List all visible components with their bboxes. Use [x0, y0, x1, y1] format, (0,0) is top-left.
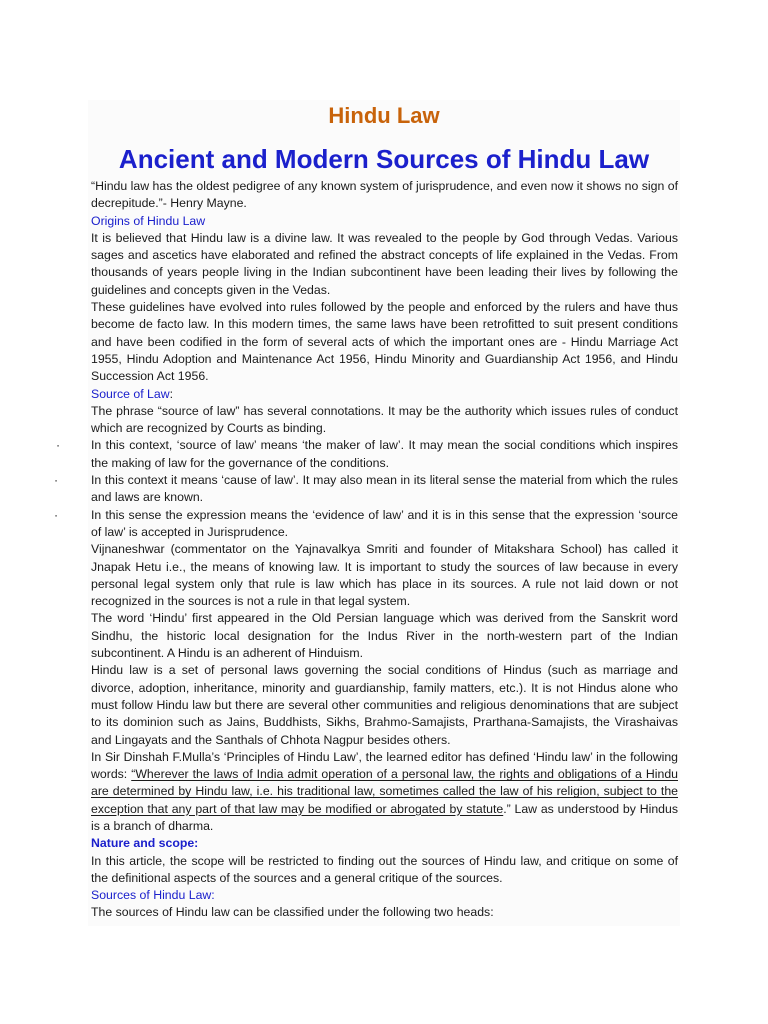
paragraph-mulla: [91, 749, 678, 835]
mulla-intro: In Sir Dinshah F.Mulla’s ‘Principles of Hindu Law’, the learned editor has defined ‘Hindu law’ in the following words:: [91, 749, 678, 782]
paragraph-word-hindu: The word ‘Hindu’ first appeared in the Old Persian language which was derived from the Sanskrit word Sindhu, the historic local designation for the Indus River in the north-western part of the Indian subcontinent. A Hindu is an adherent of Hinduism.: [91, 611, 678, 661]
document-title: Hindu Law: [328, 103, 440, 128]
bullet-item-1: [56, 437, 678, 472]
document-subtitle: Ancient and Modern Sources of Hindu Law: [118, 144, 650, 174]
bullet-dot: ·: [56, 438, 61, 453]
heading-origins: Origins of Hindu Law: [91, 213, 206, 228]
bullet-dot: ·: [54, 473, 59, 488]
heading-nature-scope: Nature and scope:: [91, 836, 199, 851]
paragraph-vijnaneshwar: Vijnaneshwar (commentator on the Yajnavalkya Smriti and founder of Mitakshara School) has called it Jnapak Hetu i.e., the means of knowing law. It is important to study the sources of law because in every personal legal system only that rule is law which has place in its sources. A rule not laid down or not recognized in the sources is not a rule in that legal system.: [91, 542, 678, 609]
heading-source-colon: :: [169, 386, 174, 401]
paragraph-origins-1: It is believed that Hindu law is a divine law. It was revealed to the people by God through Vedas. Various sages and ascetics have elaborated and refined the abstract concepts of life explained in the Vedas. From thousands of years people living in the Indian subcontinent have been leading their lives by following the guidelines and concepts given in the Vedas.: [91, 230, 678, 297]
heading-sources-of-hindu-law: Sources of Hindu Law:: [91, 888, 215, 903]
bullet-item-2: [54, 472, 678, 507]
paragraph-sources: The sources of Hindu law can be classified under the following two heads:: [91, 905, 494, 920]
document-body: [54, 178, 678, 922]
bullet-text-3: In this sense the expression means the ‘evidence of law’ and it is in this sense that the expression ‘source of law’ is accepted in Jurisprudence.: [91, 507, 678, 539]
bullet-text-2: In this context it means ‘cause of law’. It may also mean in its literal sense the material from which the rules and laws are known.: [91, 473, 678, 505]
paragraph-personal-laws: Hindu law is a set of personal laws governing the social conditions of Hindus (such as marriage and divorce, adoption, inheritance, minority and guardianship, family matters, etc.). It is not Hindus alone who must follow Hindu law but there are several other communities and religious denominations that are subject to its dominion such as Jains, Buddhists, Sikhs, Brahmo-Samajists, Prarthana-Samajists, the Virashaivas and Lingayats and the Santhals of Chhota Nagpur besides others.: [91, 663, 678, 747]
paragraph-source: The phrase “source of law” has several connotations. It may be the authority which issues rules of conduct which are recognized by Courts as binding.: [91, 403, 678, 436]
bullet-dot: ·: [54, 507, 59, 522]
heading-source-label: Source of Law: [91, 386, 170, 401]
mulla-end: .” Law as understood by Hindus is a branch of dharma.: [91, 801, 678, 833]
heading-source-of-law: [91, 386, 678, 403]
quote: “Hindu law has the oldest pedigree of any known system of jurisprudence, and even now it shows no sign of decrepitude.”- Henry Mayne.: [91, 179, 678, 211]
bullet-item-3: [54, 507, 678, 542]
paragraph-nature: In this article, the scope will be restricted to finding out the sources of Hindu law, and critique on some of the definitional aspects of the sources and a general critique of the sources.: [91, 853, 678, 885]
bullet-text-1: In this context, ‘source of law’ means ‘the maker of law’. It may mean the social conditions which inspires the making of law for the governance of the conditions.: [91, 438, 678, 470]
paragraph-origins-2: These guidelines have evolved into rules followed by the people and enforced by the rulers and have thus become de facto law. In this modern times, the same laws have been retrofitted to suit present conditions and have been codified in the form of several acts of which the important ones are - Hindu Marriage Act 1955, Hindu Adoption and Maintenance Act 1956, Hindu Minority and Guardianship Act 1956, and Hindu Succession Act 1956.: [91, 300, 678, 384]
mulla-quote: “Wherever the laws of India admit operation of a personal law, the rights and obligations of a Hindu are determined by Hindu law, i.e. his traditional law, sometimes called the law of his religion, subject to the exception that any part of that law may be modified or abrogated by statute: [91, 767, 678, 816]
